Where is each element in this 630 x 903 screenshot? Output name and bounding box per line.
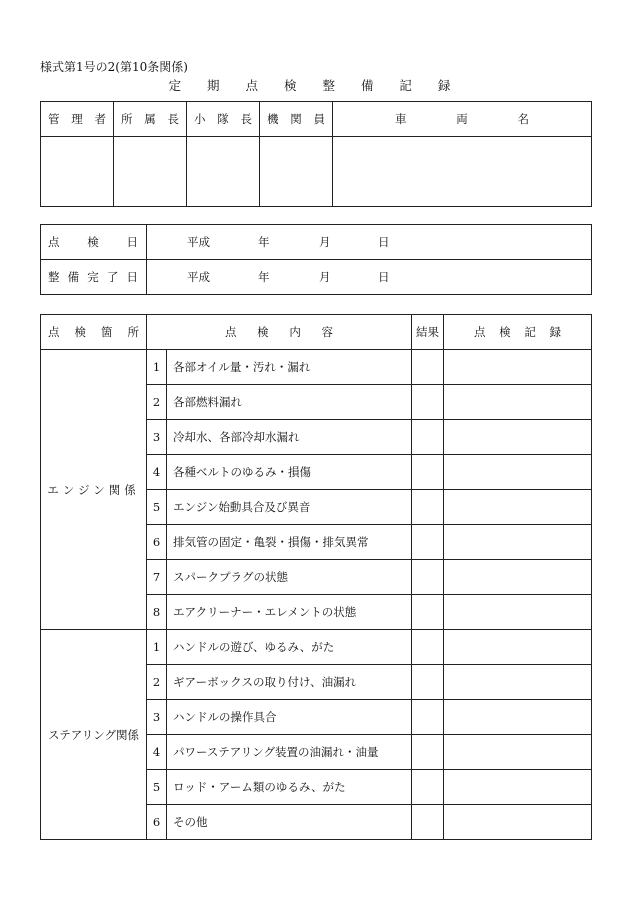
year-label: 年 bbox=[258, 235, 270, 249]
item-number: 1 bbox=[147, 630, 167, 665]
item-number: 8 bbox=[147, 595, 167, 630]
item-text: 排気管の固定・亀裂・損傷・排気異常 bbox=[167, 525, 412, 560]
result-cell[interactable] bbox=[412, 385, 444, 420]
inspection-table bbox=[40, 314, 592, 840]
item-number: 6 bbox=[147, 805, 167, 840]
result-cell[interactable] bbox=[412, 630, 444, 665]
item-text: スパークプラグの状態 bbox=[167, 560, 412, 595]
category-steering: ステアリング関係 bbox=[41, 630, 147, 840]
day-label: 日 bbox=[378, 235, 390, 249]
result-cell[interactable] bbox=[412, 700, 444, 735]
item-number: 3 bbox=[147, 700, 167, 735]
document-title: 定 期 点 検 整 備 記 録 bbox=[168, 78, 462, 93]
engineer-signature-cell[interactable] bbox=[260, 137, 333, 207]
record-cell[interactable] bbox=[444, 350, 592, 385]
record-cell[interactable] bbox=[444, 595, 592, 630]
item-text: パワーステアリング装置の油漏れ・油量 bbox=[167, 735, 412, 770]
record-cell[interactable] bbox=[444, 385, 592, 420]
year-label: 年 bbox=[258, 270, 270, 284]
record-cell[interactable] bbox=[444, 525, 592, 560]
item-number: 7 bbox=[147, 560, 167, 595]
item-number: 4 bbox=[147, 735, 167, 770]
item-text: ハンドルの操作具合 bbox=[167, 700, 412, 735]
header-division-head: 所 属 長 bbox=[114, 102, 187, 137]
record-cell[interactable] bbox=[444, 805, 592, 840]
completion-date-label: 整 備 完 了 日 bbox=[41, 260, 147, 295]
personnel-header-row bbox=[41, 102, 592, 137]
result-cell[interactable] bbox=[412, 805, 444, 840]
item-number: 3 bbox=[147, 420, 167, 455]
day-label: 日 bbox=[378, 270, 390, 284]
record-cell[interactable] bbox=[444, 630, 592, 665]
table-row bbox=[41, 630, 592, 665]
table-row bbox=[41, 350, 592, 385]
item-text: 各種ベルトのゆるみ・損傷 bbox=[167, 455, 412, 490]
header-engineer: 機 関 員 bbox=[260, 102, 333, 137]
squad-leader-signature-cell[interactable] bbox=[187, 137, 260, 207]
item-number: 2 bbox=[147, 665, 167, 700]
manager-signature-cell[interactable] bbox=[41, 137, 114, 207]
month-label: 月 bbox=[319, 235, 331, 249]
item-text: その他 bbox=[167, 805, 412, 840]
result-cell[interactable] bbox=[412, 665, 444, 700]
completion-date-row bbox=[41, 260, 592, 295]
personnel-table bbox=[40, 101, 592, 207]
item-text: ハンドルの遊び、ゆるみ、がた bbox=[167, 630, 412, 665]
inspection-date-row bbox=[41, 225, 592, 260]
era-label: 平成 bbox=[187, 235, 210, 249]
result-cell[interactable] bbox=[412, 525, 444, 560]
completion-date-field[interactable] bbox=[147, 260, 592, 295]
division-head-signature-cell[interactable] bbox=[114, 137, 187, 207]
header-record: 点 検 記 録 bbox=[444, 315, 592, 350]
header-squad-leader: 小 隊 長 bbox=[187, 102, 260, 137]
item-number: 1 bbox=[147, 350, 167, 385]
inspection-header-row bbox=[41, 315, 592, 350]
result-cell[interactable] bbox=[412, 595, 444, 630]
item-number: 6 bbox=[147, 525, 167, 560]
category-engine: エンジン関係 bbox=[41, 350, 147, 630]
result-cell[interactable] bbox=[412, 490, 444, 525]
record-cell[interactable] bbox=[444, 700, 592, 735]
item-number: 2 bbox=[147, 385, 167, 420]
result-cell[interactable] bbox=[412, 350, 444, 385]
month-label: 月 bbox=[319, 270, 331, 284]
item-text: エアクリーナー・エレメントの状態 bbox=[167, 595, 412, 630]
item-number: 5 bbox=[147, 490, 167, 525]
record-cell[interactable] bbox=[444, 735, 592, 770]
header-result: 結果 bbox=[412, 315, 444, 350]
item-number: 4 bbox=[147, 455, 167, 490]
item-number: 5 bbox=[147, 770, 167, 805]
header-vehicle-name: 車 両 名 bbox=[333, 102, 592, 137]
item-text: 各部オイル量・汚れ・漏れ bbox=[167, 350, 412, 385]
record-cell[interactable] bbox=[444, 770, 592, 805]
header-content: 点 検 内 容 bbox=[147, 315, 412, 350]
result-cell[interactable] bbox=[412, 735, 444, 770]
record-cell[interactable] bbox=[444, 665, 592, 700]
result-cell[interactable] bbox=[412, 770, 444, 805]
dates-table bbox=[40, 224, 592, 295]
item-text: ロッド・アーム類のゆるみ、がた bbox=[167, 770, 412, 805]
item-text: 冷却水、各部冷却水漏れ bbox=[167, 420, 412, 455]
record-cell[interactable] bbox=[444, 455, 592, 490]
item-text: ギアーボックスの取り付け、油漏れ bbox=[167, 665, 412, 700]
item-text: エンジン始動具合及び異音 bbox=[167, 490, 412, 525]
header-manager: 管 理 者 bbox=[41, 102, 114, 137]
record-cell[interactable] bbox=[444, 490, 592, 525]
item-text: 各部燃料漏れ bbox=[167, 385, 412, 420]
record-cell[interactable] bbox=[444, 560, 592, 595]
era-label: 平成 bbox=[187, 270, 210, 284]
result-cell[interactable] bbox=[412, 560, 444, 595]
form-number-label: 様式第1号の2(第10条関係) bbox=[40, 60, 188, 74]
result-cell[interactable] bbox=[412, 420, 444, 455]
result-cell[interactable] bbox=[412, 455, 444, 490]
inspection-date-label: 点 検 日 bbox=[41, 225, 147, 260]
vehicle-name-cell[interactable] bbox=[333, 137, 592, 207]
inspection-date-field[interactable] bbox=[147, 225, 592, 260]
record-cell[interactable] bbox=[444, 420, 592, 455]
header-location: 点 検 箇 所 bbox=[41, 315, 147, 350]
personnel-signature-row bbox=[41, 137, 592, 207]
